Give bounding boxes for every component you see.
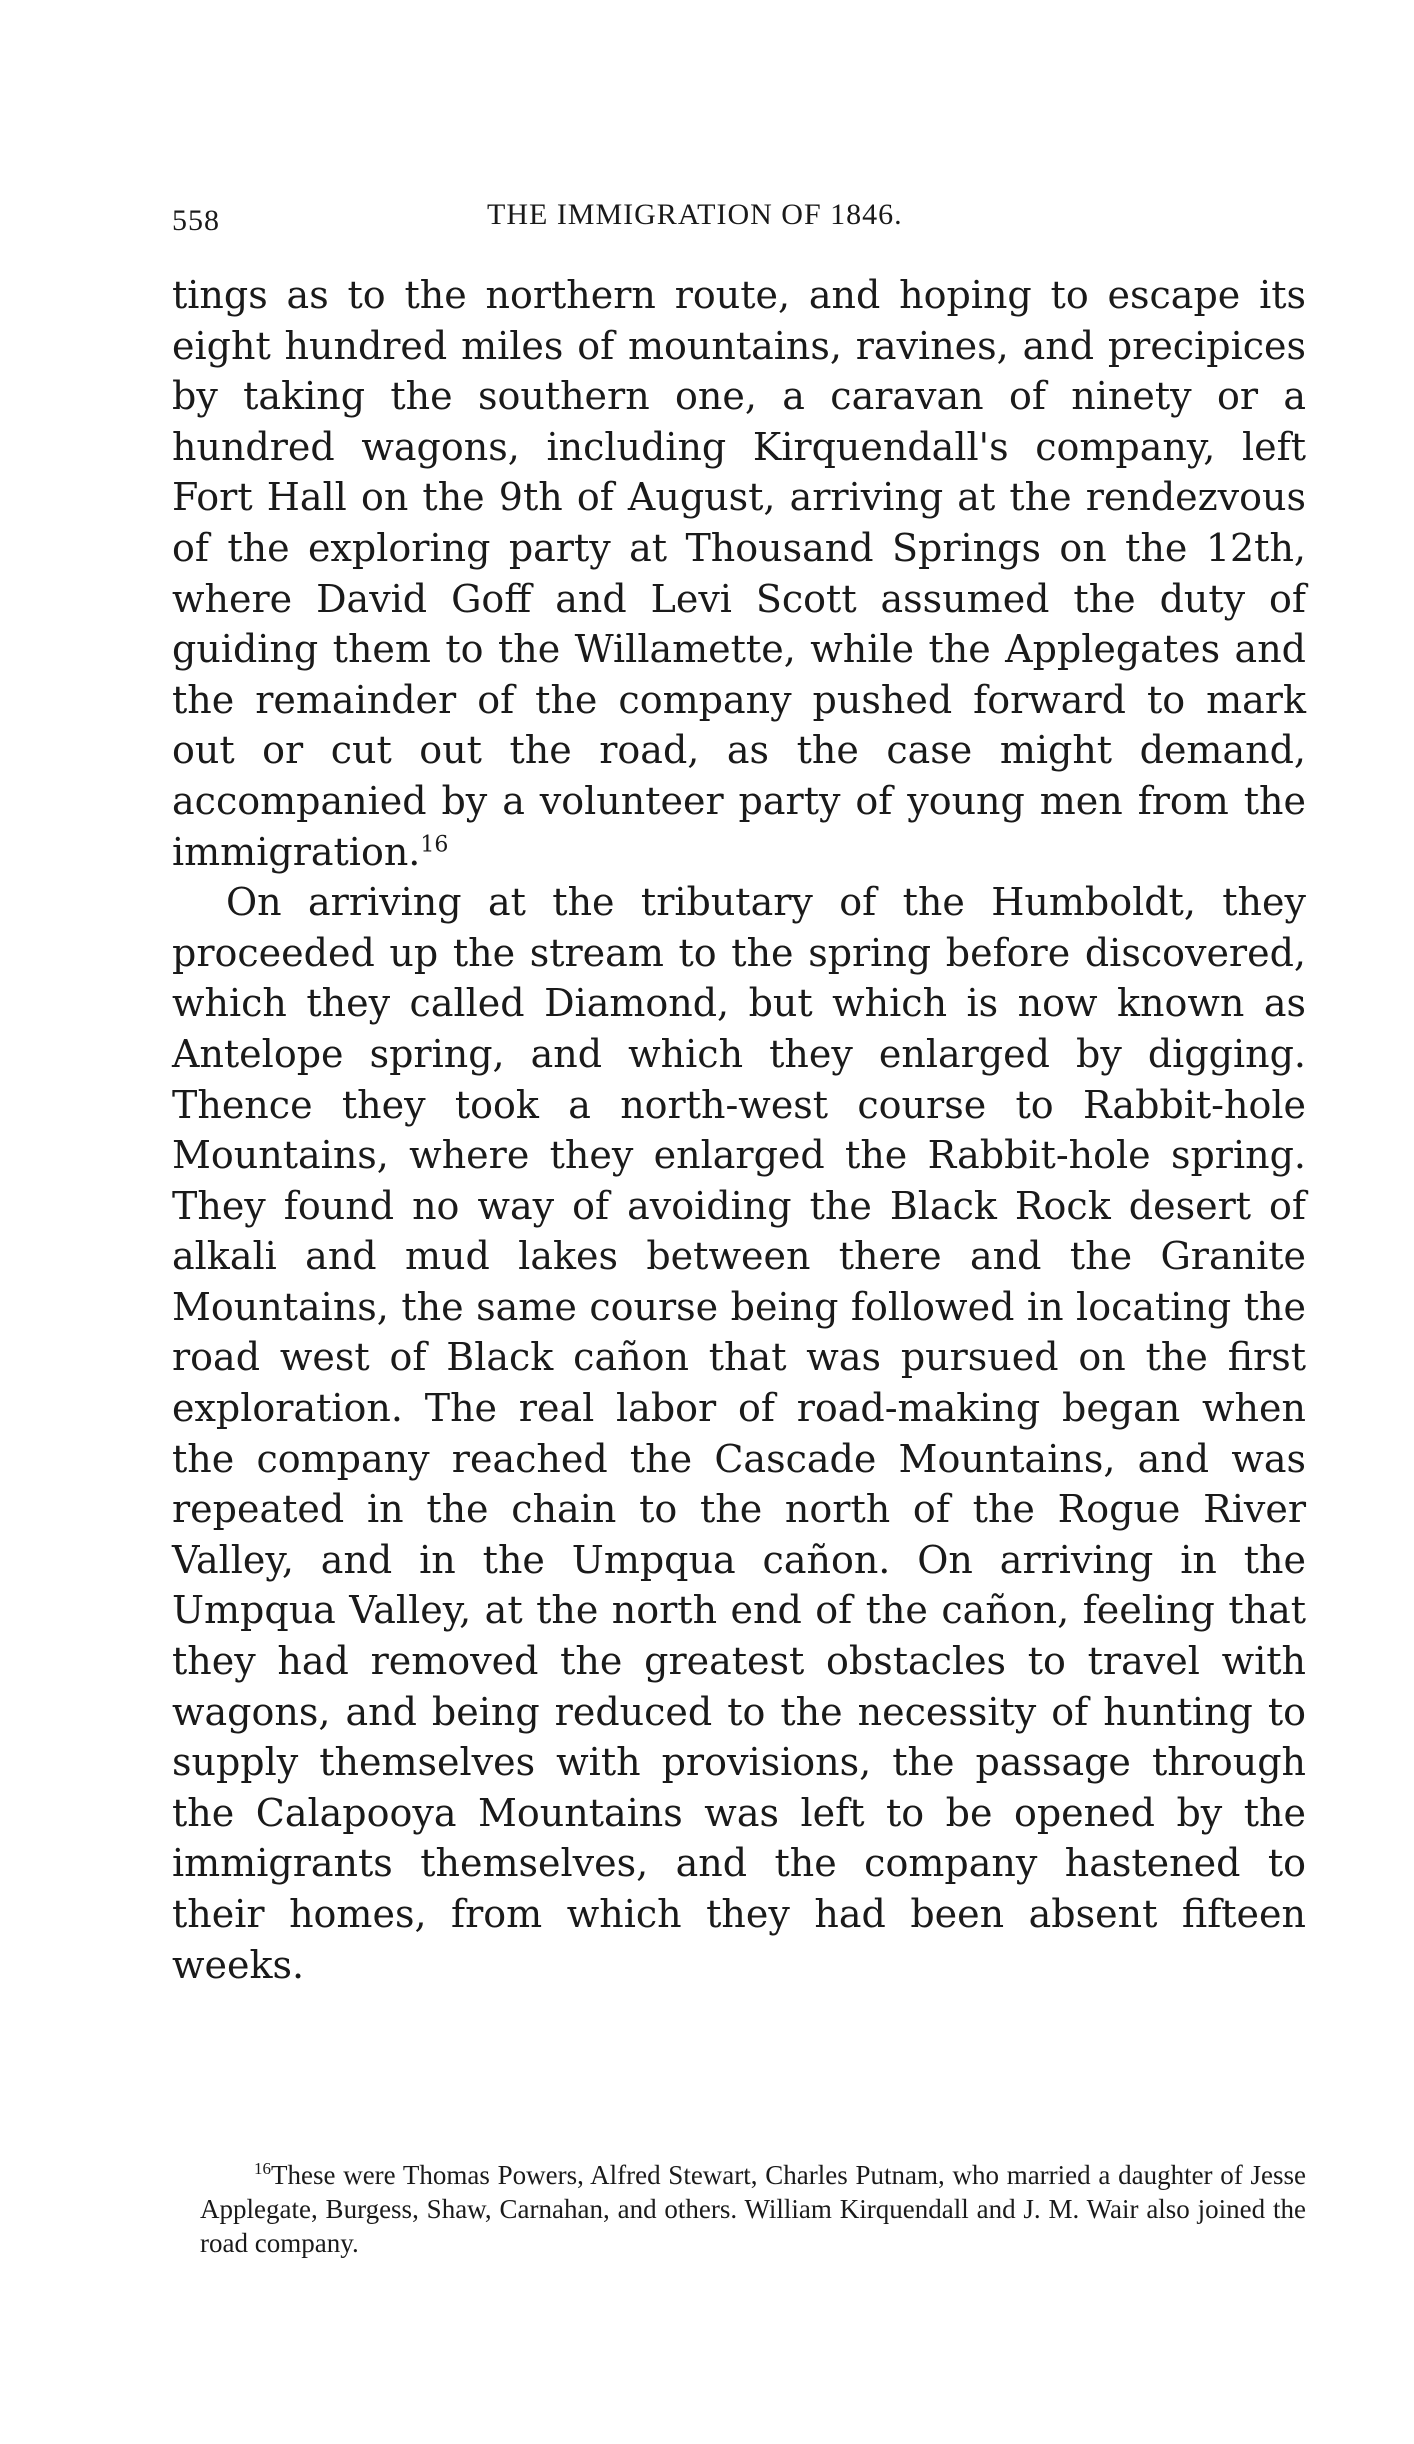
footnote (200, 2158, 1306, 2260)
paragraph-text: tings as to the northern route, and hoping to escape its eight hundred miles of mountains, ravines, and precipices by taking the southern one, a caravan of ninety or a hundred wagons, including Kirquendall's company, left Fort Hall on the 9th of August, arriving at the rendezvous of the exploring party at Thousand Springs on the 12th, where David Goff and Levi Scott assumed the duty of guiding them to the Willamette, while the Applegates and the remainder of the company pushed forward to mark out or cut out the road, as the case might demand, accompanied by a volunteer party of young men from the immigration. (172, 273, 1306, 874)
page-number: 558 (172, 204, 220, 237)
paragraph (172, 270, 1306, 877)
footnote-text: These were Thomas Powers, Alfred Stewart, Charles Putnam, who married a daughter of Jesse Applegate, Burgess, Shaw, Carnahan, and others. William Kirquendall and J. M. Wair also joined the road company. (200, 2160, 1306, 2258)
body-text (172, 270, 1306, 1990)
footnotes (200, 2158, 1306, 2260)
page-header (172, 192, 1298, 242)
footnote-reference: 16 (420, 831, 449, 857)
footnote-number: 16 (254, 2159, 271, 2178)
running-title: THE IMMIGRATION OF 1846. (487, 198, 903, 231)
paragraph-text: On arriving at the tributary of the Humboldt, they proceeded up the stream to the spring before discovered, which they called Diamond, but which is now known as Antelope spring, and which they enlarged by digging. Thence they took a north-west course to Rabbit-hole Mountains, where they enlarged the Rabbit-hole spring. They found no way of avoiding the Black Rock desert of alkali and mud lakes between there and the Granite Mountains, the same course being followed in locating the road west of Black cañon that was pursued on the first exploration. The real labor of road-making began when the company reached the Cascade Mountains, and was repeated in the chain to the north of the Rogue River Valley, and in the Umpqua cañon. On arriving in the Umpqua Valley, at the north end of the cañon, feeling that they had removed the greatest obstacles to travel with wagons, and being reduced to the necessity of hunting to supply themselves with provisions, the passage through the Calapooya Mountains was left to be opened by the immigrants themselves, and the company hastened to their homes, from which they had been absent fifteen weeks. (172, 880, 1306, 1987)
paragraph (172, 877, 1306, 1990)
